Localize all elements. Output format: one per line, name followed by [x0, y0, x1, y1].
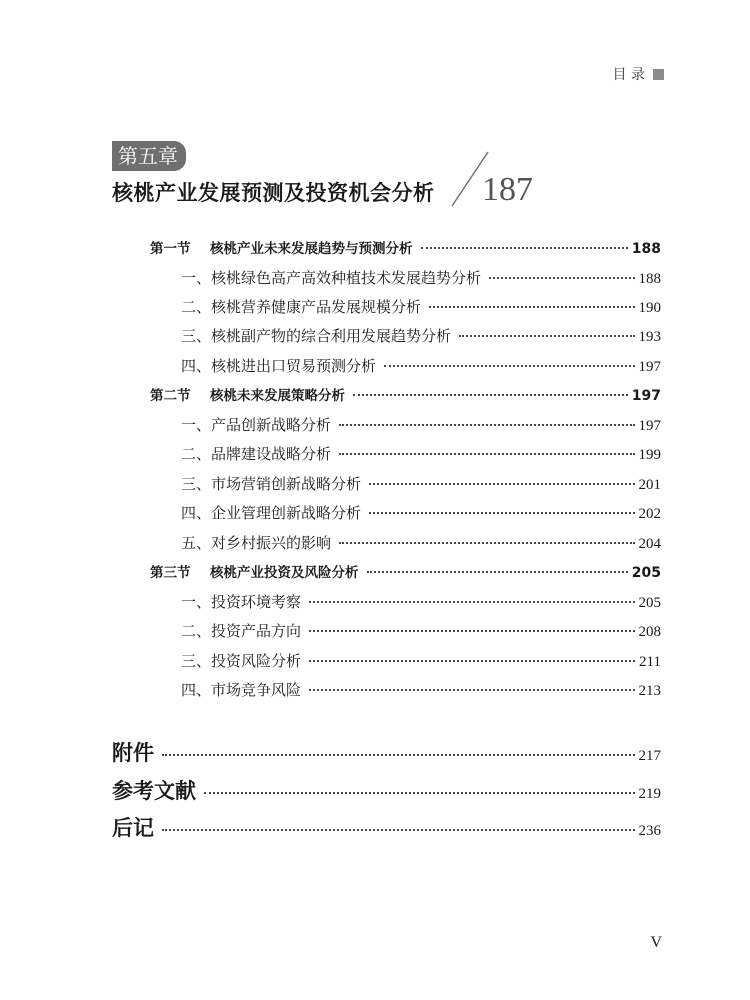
entry-label: 二、投资产品方向 — [181, 624, 302, 640]
dot-leader — [162, 829, 635, 831]
chapter-tag: 第五章 — [112, 141, 186, 171]
toc-entry-afterword[interactable] — [112, 813, 661, 843]
entry-label: 附件 — [112, 740, 154, 765]
toc-entry-item[interactable] — [181, 296, 661, 320]
dot-leader — [353, 394, 628, 396]
dot-leader — [369, 512, 634, 514]
entry-page: 204 — [638, 536, 661, 552]
dot-leader — [339, 542, 634, 544]
entry-page: 193 — [638, 329, 661, 345]
toc-entry-section[interactable] — [150, 237, 661, 261]
running-header — [613, 64, 664, 84]
toc-entry-appendix[interactable] — [112, 738, 661, 768]
entry-page: 211 — [639, 654, 661, 670]
dot-leader — [384, 365, 634, 367]
entry-page: 190 — [638, 300, 661, 316]
entry-page: 197 — [638, 418, 661, 434]
entry-label: 四、核桃进出口贸易预测分析 — [181, 359, 377, 375]
entry-label: 一、产品创新战略分析 — [181, 418, 332, 434]
dot-leader — [489, 277, 634, 279]
entry-label: 一、核桃绿色高产高效种植技术发展趋势分析 — [181, 271, 482, 287]
entry-page: 213 — [638, 683, 661, 699]
entry-page: 188 — [631, 241, 661, 257]
chapter-title: 核桃产业发展预测及投资机会分析 — [112, 181, 435, 205]
entry-label: 核桃产业投资及风险分析 — [210, 565, 359, 581]
toc-entry-item[interactable] — [181, 325, 661, 349]
entry-label: 一、投资环境考察 — [181, 595, 302, 611]
entry-label: 核桃未来发展策略分析 — [210, 388, 345, 404]
dot-leader — [309, 660, 635, 662]
dot-leader — [429, 306, 634, 308]
toc-entry-section[interactable] — [150, 384, 661, 408]
section-number: 第三节 — [150, 565, 191, 581]
entry-page: 205 — [638, 595, 661, 611]
toc-entry-item[interactable] — [181, 532, 661, 556]
entry-page: 188 — [638, 271, 661, 287]
entry-label: 五、对乡村振兴的影响 — [181, 536, 332, 552]
entry-page: 197 — [631, 388, 661, 404]
section-number: 第二节 — [150, 388, 191, 404]
entry-page: 217 — [638, 748, 661, 764]
toc-entry-item[interactable] — [181, 267, 661, 291]
dot-leader — [339, 424, 634, 426]
entry-page: 197 — [638, 359, 661, 375]
dot-leader — [459, 335, 634, 337]
toc-entry-item[interactable] — [181, 591, 661, 615]
entry-page: 219 — [638, 786, 661, 802]
entry-label: 三、核桃副产物的综合利用发展趋势分析 — [181, 329, 452, 345]
toc-entry-references[interactable] — [112, 776, 661, 806]
dot-leader — [369, 483, 634, 485]
dot-leader — [162, 754, 635, 756]
dot-leader — [367, 571, 628, 573]
dot-leader — [309, 630, 634, 632]
toc-entry-section[interactable] — [150, 561, 661, 585]
dot-leader — [421, 247, 628, 249]
page-folio: V — [650, 934, 662, 951]
entry-page: 236 — [638, 823, 661, 839]
entry-label: 二、核桃营养健康产品发展规模分析 — [181, 300, 422, 316]
toc-entry-item[interactable] — [181, 473, 661, 497]
toc-entry-item[interactable] — [181, 650, 661, 674]
toc-entry-item[interactable] — [181, 355, 661, 379]
entry-label: 三、市场营销创新战略分析 — [181, 477, 362, 493]
dot-leader — [309, 601, 634, 603]
dot-leader — [339, 453, 634, 455]
chapter-page-number: 187 — [482, 171, 533, 208]
running-header-text: 目 录 — [612, 67, 645, 83]
entry-label: 核桃产业未来发展趋势与预测分析 — [210, 241, 413, 257]
toc-entry-item[interactable] — [181, 443, 661, 467]
toc-entry-item[interactable] — [181, 414, 661, 438]
toc-entry-item[interactable] — [181, 502, 661, 526]
dot-leader — [309, 689, 634, 691]
toc-entry-item[interactable] — [181, 679, 661, 703]
entry-page: 201 — [638, 477, 661, 493]
entry-label: 二、品牌建设战略分析 — [181, 447, 332, 463]
entry-page: 199 — [638, 447, 661, 463]
section-number: 第一节 — [150, 241, 191, 257]
dot-leader — [204, 792, 635, 794]
entry-label: 后记 — [112, 815, 154, 840]
entry-page: 205 — [631, 565, 661, 581]
header-square-icon — [653, 69, 664, 80]
entry-page: 202 — [638, 506, 661, 522]
entry-page: 208 — [638, 624, 661, 640]
entry-label: 四、企业管理创新战略分析 — [181, 506, 362, 522]
entry-label: 参考文献 — [112, 778, 196, 803]
entry-label: 四、市场竞争风险 — [181, 683, 302, 699]
toc-entry-item[interactable] — [181, 620, 661, 644]
entry-label: 三、投资风险分析 — [181, 654, 302, 670]
